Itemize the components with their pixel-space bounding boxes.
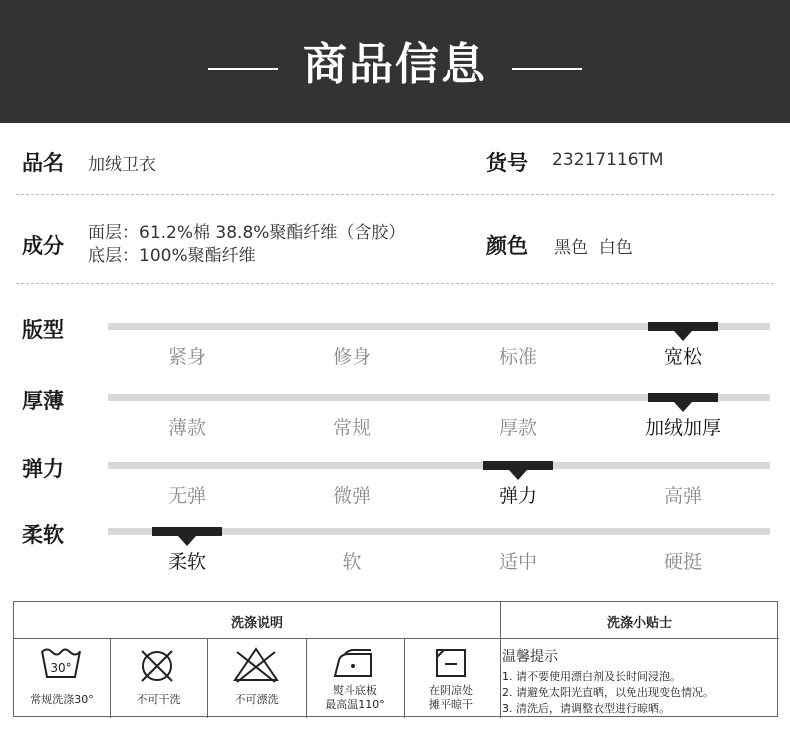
wash-30-caption: 常规洗涤30°	[30, 693, 94, 706]
iron-caption-line-2: 最高温110°	[325, 698, 385, 711]
spec-marker	[152, 527, 222, 536]
spec-option: 厚款	[498, 417, 537, 439]
tip-item: 1. 请不要使用漂白剂及长时间浸泡。	[502, 670, 681, 683]
no-bleach-icon	[231, 646, 281, 684]
no-dry-clean-icon	[138, 648, 176, 684]
shade-dry-caption-line-2: 摊平晾干	[429, 698, 473, 711]
iron-icon	[331, 648, 377, 680]
no-dry-clean-caption: 不可干洗	[136, 693, 181, 706]
iron-caption	[306, 684, 404, 712]
iron-caption-line-1: 熨斗底板	[333, 684, 377, 697]
spec-option: 紧身	[167, 346, 206, 368]
tip-item: 3. 清洗后，请调整衣型进行晾晒。	[502, 702, 670, 715]
spec-pointer	[674, 331, 692, 341]
spec-option-selected: 柔软	[167, 551, 206, 573]
spec-option-selected: 加绒加厚	[644, 417, 721, 439]
shade-dry-caption-line-1: 在阴凉处	[429, 684, 473, 697]
spec-option: 软	[342, 551, 362, 573]
color-label: 颜色	[486, 234, 528, 258]
spec-marker	[648, 393, 718, 402]
spec-marker	[483, 461, 553, 470]
spec-option: 高弹	[663, 485, 702, 507]
spec-track	[108, 462, 770, 469]
shade-dry-caption	[404, 684, 498, 712]
wash-instructions-title: 洗涤说明	[230, 616, 283, 631]
spec-option-selected: 弹力	[498, 485, 537, 507]
spec-option: 硬挺	[663, 551, 702, 573]
divider	[16, 194, 774, 195]
spec-pointer	[674, 402, 692, 412]
spec-option: 标准	[498, 346, 537, 368]
spec-option: 常规	[332, 417, 371, 439]
spec-label: 厚薄	[22, 389, 64, 413]
spec-label: 弹力	[22, 457, 64, 481]
table-rule	[14, 638, 779, 639]
spec-pointer	[178, 536, 196, 546]
material-line-2: 底层：100%聚酯纤维	[88, 246, 256, 266]
material-line-1: 面层：61.2%棉 38.8%聚酯纤维（含胶）	[88, 223, 406, 243]
spec-label: 版型	[22, 318, 64, 342]
wash-30-icon	[39, 645, 83, 681]
header-banner	[0, 0, 790, 123]
spec-option-selected: 宽松	[663, 346, 702, 368]
name-value: 加绒卫衣	[88, 155, 156, 175]
spec-option: 微弹	[332, 485, 371, 507]
spec-option: 适中	[498, 551, 537, 573]
tip-item: 2. 请避免太阳光直晒，以免出现变色情况。	[502, 686, 714, 699]
divider	[16, 283, 774, 284]
title-right-rule	[512, 68, 582, 70]
color-value: 黑色 白色	[554, 238, 633, 258]
sku-value: 23217116TM	[552, 150, 664, 170]
tips-heading: 温馨提示	[502, 649, 558, 665]
sku-label: 货号	[486, 151, 528, 175]
material-label: 成分	[22, 234, 64, 258]
wash-temperature: 30°	[50, 661, 72, 675]
page-title: 商品信息	[303, 39, 487, 90]
name-label: 品名	[22, 151, 64, 175]
spec-option: 修身	[332, 346, 371, 368]
spec-pointer	[509, 470, 527, 480]
spec-option: 薄款	[167, 417, 206, 439]
spec-label: 柔软	[22, 523, 64, 547]
spec-marker	[648, 322, 718, 331]
no-bleach-caption: 不可漂洗	[234, 693, 279, 706]
wash-tips-title: 洗涤小贴士	[606, 616, 672, 631]
spec-option: 无弹	[167, 485, 206, 507]
shade-dry-icon	[435, 648, 467, 678]
